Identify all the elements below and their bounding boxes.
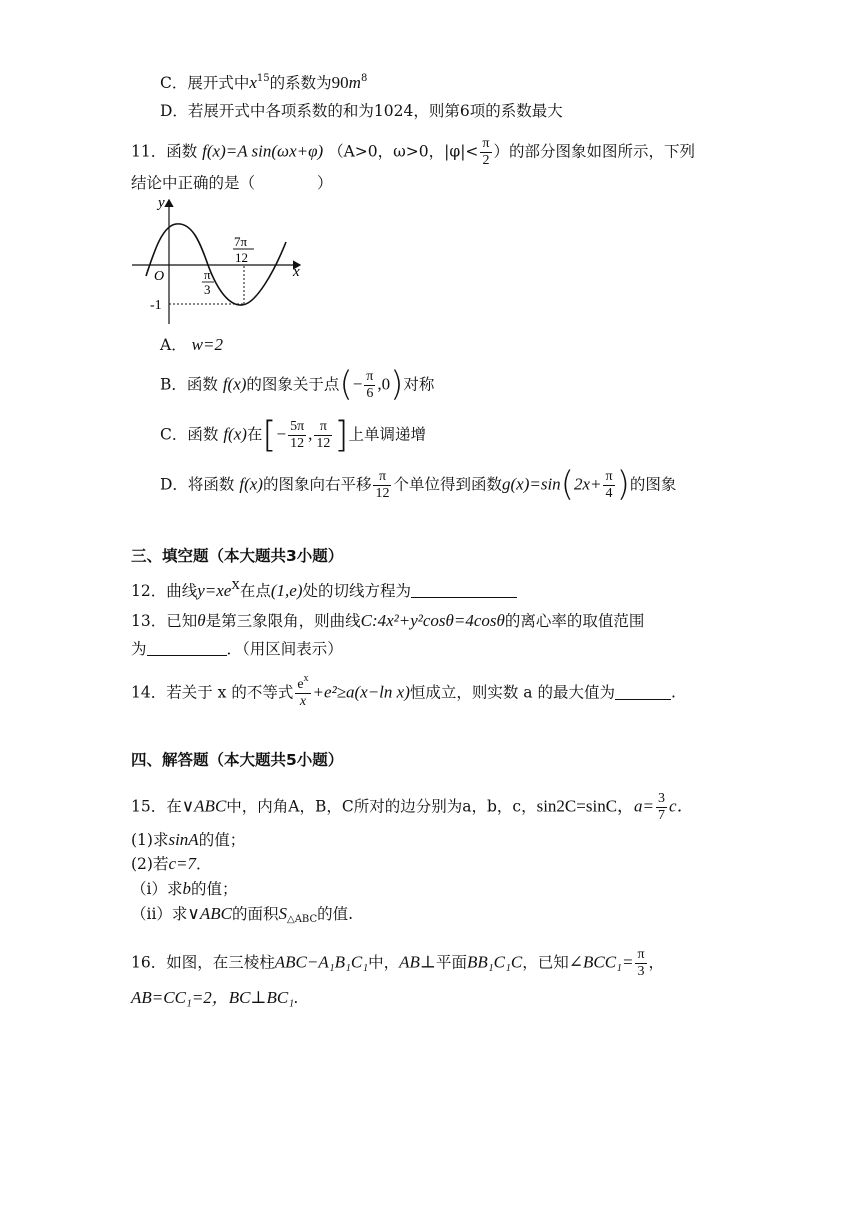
q10-option-d[interactable]: D．若展开式中各项系数的和为1024，则第6项的系数最大 [160, 102, 563, 120]
q11-option-c[interactable]: C．函数 f(x)在[− $\frac{5\pi}{12}$ , $\frac{\pi}{12}$ ]上单调递增 [160, 414, 426, 456]
fraction: $\frac{\pi}{12}$ [375, 469, 390, 501]
sine-graph [128, 192, 308, 332]
q15-part2-ii: （ii）求∨ABC的面积$S_{\triangle ABC}$的值. [131, 904, 354, 925]
fraction: $\frac{e^x}{x}$ [297, 673, 309, 709]
answer-blank[interactable] [411, 583, 517, 598]
tick-pi3-den: 3 [204, 282, 211, 297]
answer-blank[interactable] [147, 641, 227, 656]
answer-blank[interactable] [615, 685, 671, 700]
fraction: $\frac{3}{7}$ [658, 791, 666, 823]
q13: 13．已知θ是第三象限角，则曲线C:4x²+y²cosθ=4cosθ的离心率的取值范围 [131, 611, 645, 630]
q16-line2: AB=CC₁=2，BC⊥BC₁. [131, 988, 299, 1007]
fraction: $\frac{\pi}{2}$ [482, 136, 490, 168]
q11-stem-line2: 结论中正确的是（ ） [131, 174, 333, 192]
fraction: $\frac{\pi}{12}$ [316, 419, 331, 451]
q15-part2-i: （i）求b的值； [131, 879, 238, 898]
q11-option-d[interactable]: D．将函数 f(x)的图象向右平移 $\frac{\pi}{12}$ 个单位得到函数g(x)=sin(2x+ $\frac{\pi}{4}$ )的图象 [160, 464, 677, 505]
q15-part1: (1)求sinA的值； [131, 830, 246, 849]
q13-line2: 为 ．（用区间表示） [131, 640, 343, 658]
q16: 16．如图，在三棱柱ABC−A₁B₁C₁中，AB⊥平面BB₁C₁C，已知∠BCC₁= $\frac{\pi}{3}$ ， [131, 947, 665, 979]
q11-option-a[interactable]: A． w=2 [160, 335, 223, 354]
q14: 14．若关于 x 的不等式 $\frac{e^x}{x}$ +e²≥a(x−ln x)恒成立，则实数 a 的最大值为 . [131, 673, 676, 709]
fraction: $\frac{\pi}{3}$ [637, 947, 645, 979]
section-solutions-title: 四、解答题（本大题共5小题） [131, 751, 344, 769]
y-axis-label: y [158, 195, 165, 211]
q15-part2: (2)若c=7． [131, 854, 212, 873]
fraction: $\frac{\pi}{4}$ [605, 469, 613, 501]
section-fill-in-title: 三、填空题（本大题共3小题） [131, 547, 344, 565]
tick-pi3-num: π [204, 267, 211, 282]
x-axis-label: x [293, 264, 300, 280]
q10-option-c[interactable]: C．展开式中$x^{15}$的系数为$90m^8$ [160, 73, 368, 92]
min-label: -1 [150, 298, 162, 313]
fraction: $\frac{5\pi}{12}$ [290, 419, 305, 451]
q12: 12．曲线$y=xe^x$在点(1,e)处的切线方程为 [131, 580, 517, 602]
tick-7pi12-den: 12 [235, 250, 248, 265]
origin-label: O [154, 269, 165, 284]
q11-stem: 11．函数 f(x)=A sin(ωx+φ) （A>0，ω>0，|φ|< $\frac{\pi}{2}$ ）的部分图象如图所示，下列 [131, 136, 696, 168]
q11-option-b[interactable]: B．函数 f(x)的图象关于点(− $\frac{\pi}{6}$ ,0)对称 [160, 364, 435, 405]
tick-7pi12-num: 7π [234, 234, 248, 249]
fraction: $\frac{\pi}{6}$ [366, 369, 374, 401]
q15: 15．在∨ABC中，内角A，B，C所对的边分别为a，b，c，sin2C=sinC，a= $\frac{3}{7}$ c． [131, 791, 694, 823]
